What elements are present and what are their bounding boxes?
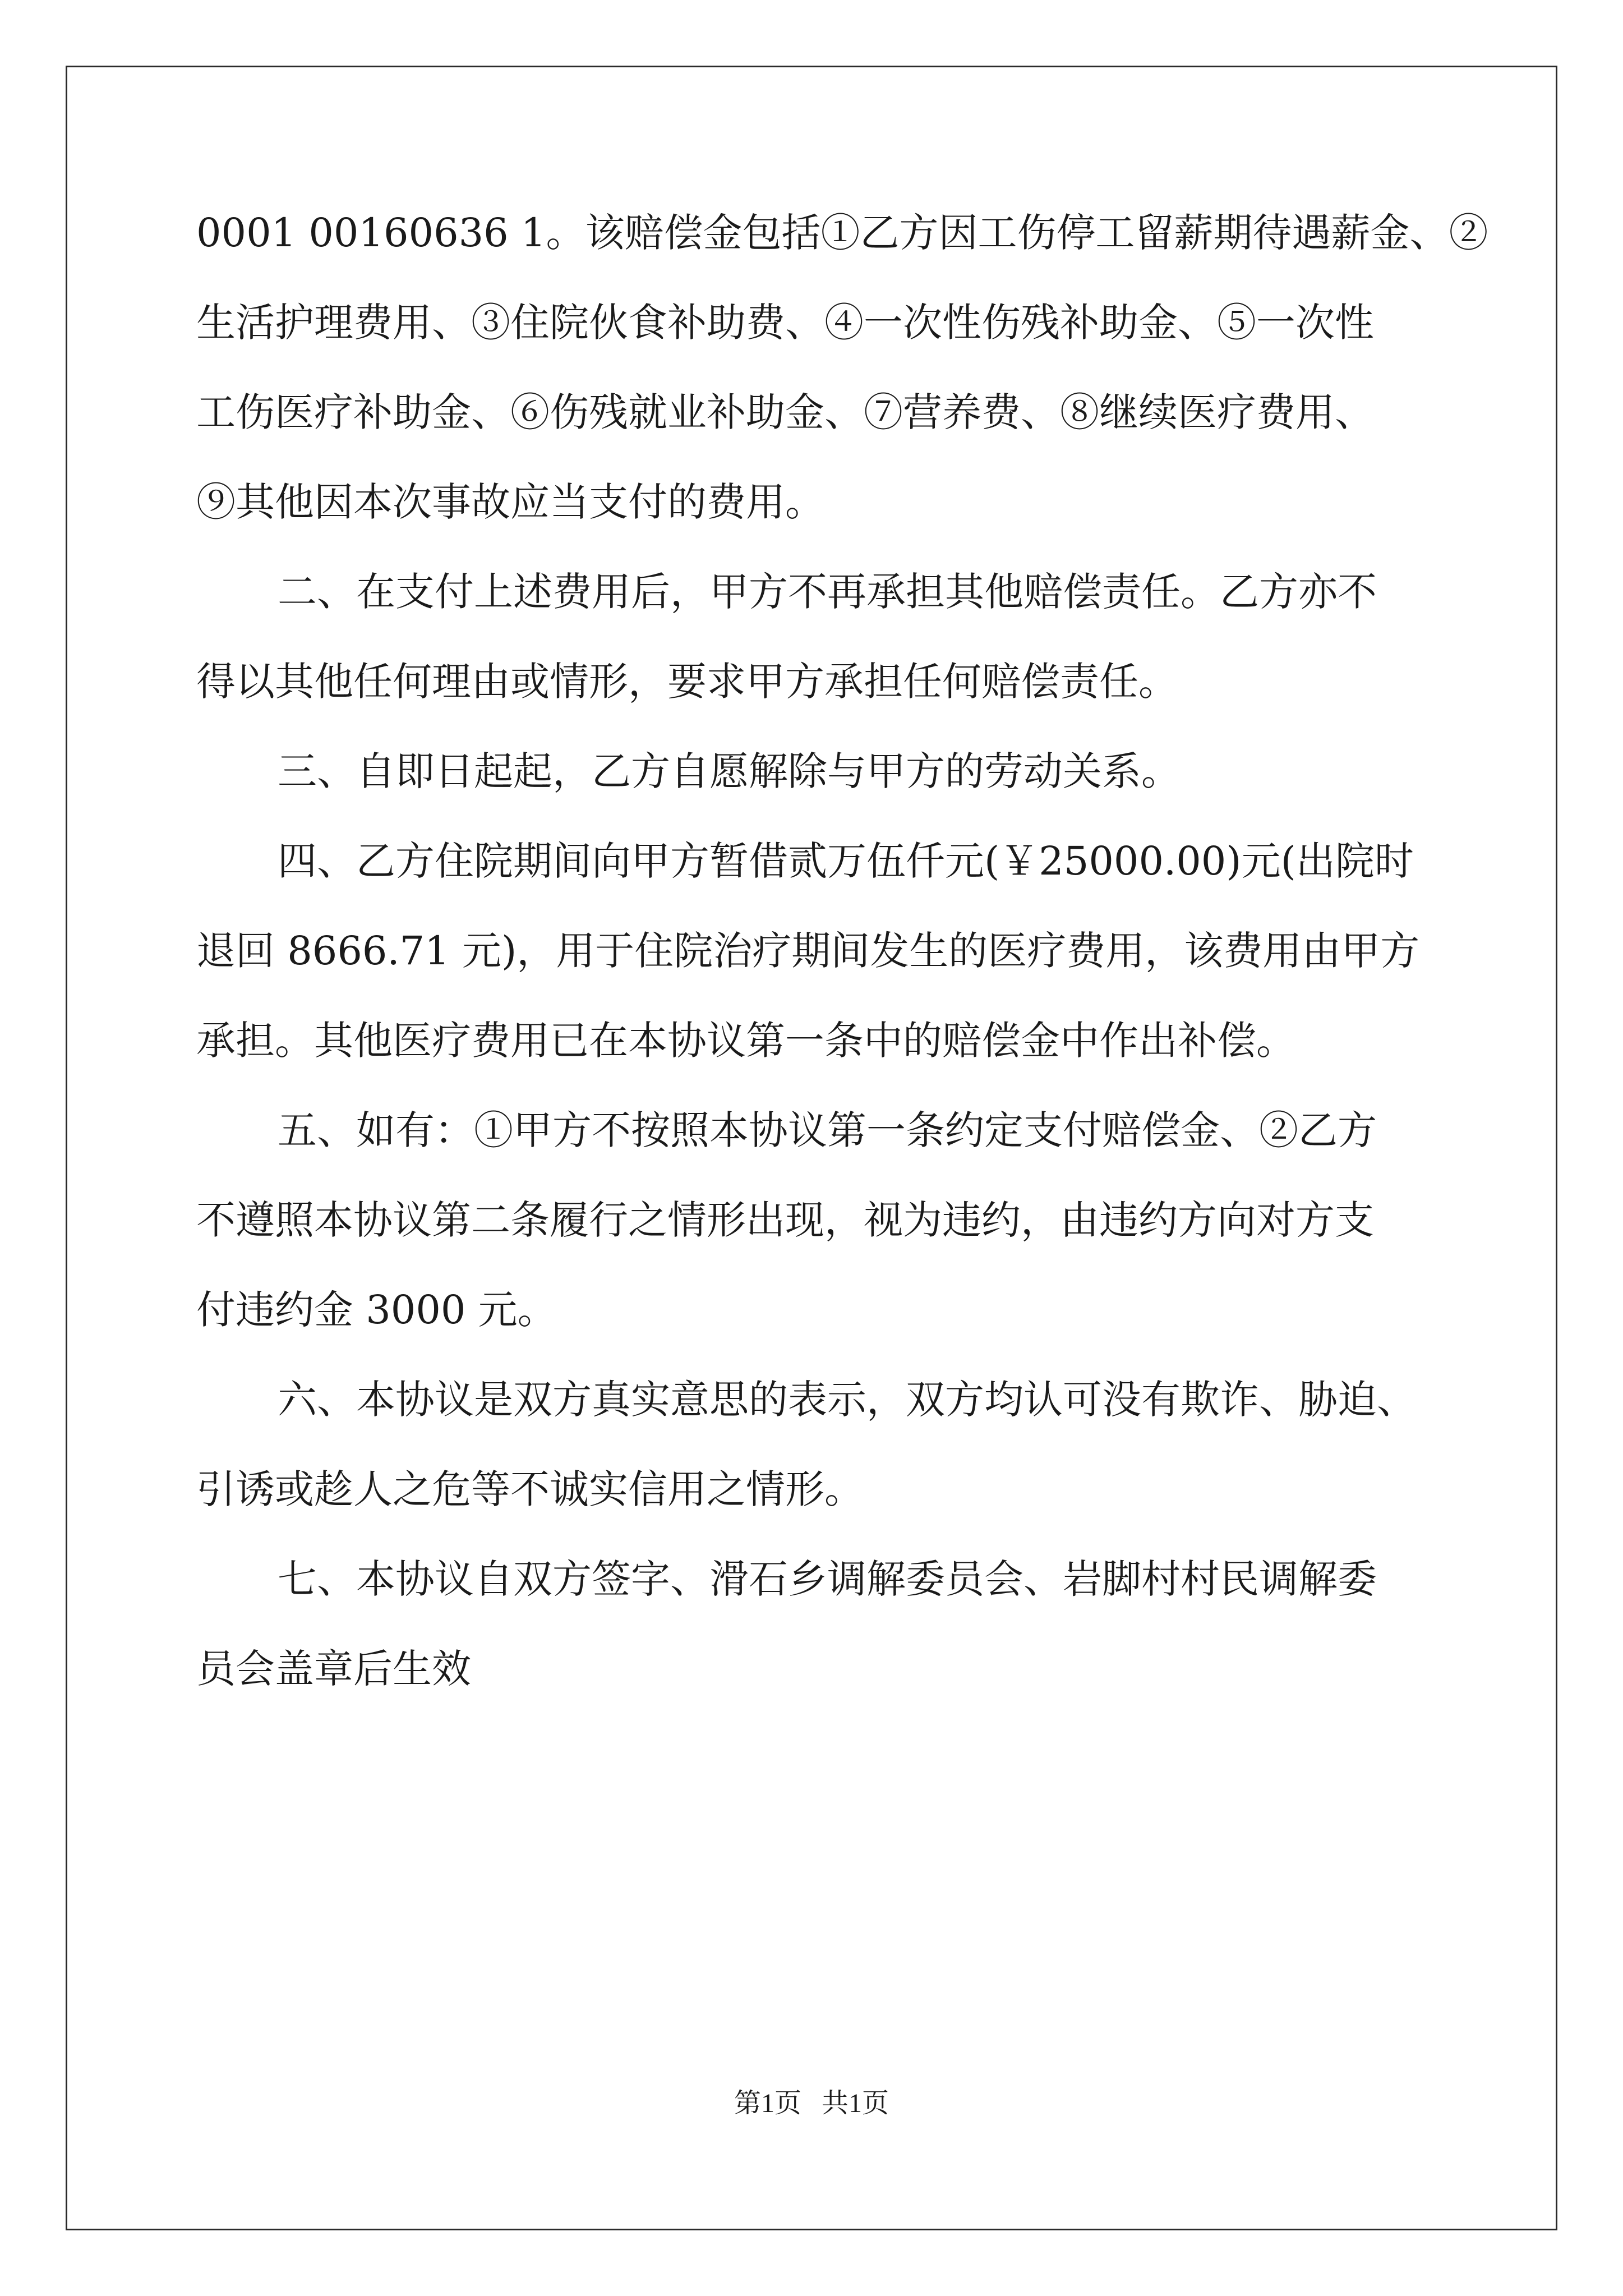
text-line: 五、如有：①甲方不按照本协议第一条约定支付赔偿金、②乙方 (278, 1107, 1377, 1153)
text-line: 付违约金 3000 元。 (196, 1287, 557, 1333)
text-line: 七、本协议自双方签字、滑石乡调解委员会、岩脚村村民调解委 (278, 1556, 1377, 1602)
text-line: 工伤医疗补助金、⑥伤残就业补助金、⑦营养费、⑧继续医疗费用、 (196, 389, 1374, 435)
text-line: 员会盖章后生效 (196, 1646, 471, 1692)
text-line: 退回 8666.71 元)，用于住院治疗期间发生的医疗费用，该费用由甲方 (196, 928, 1420, 974)
text-line: 四、乙方住院期间向甲方暂借贰万伍仟元(￥25000.00)元(出院时 (278, 838, 1414, 884)
text-line: 三、自即日起起，乙方自愿解除与甲方的劳动关系。 (278, 748, 1181, 794)
text-line: 六、本协议是双方真实意思的表示，双方均认可没有欺诈、胁迫、 (278, 1377, 1416, 1423)
page-footer (0, 2087, 1623, 2120)
text-line: 不遵照本协议第二条履行之情形出现，视为违约，由违约方向对方支 (196, 1197, 1374, 1243)
text-line: 0001 00160636 1。该赔偿金包括①乙方因工伤停工留薪期待遇薪金、② (196, 210, 1488, 256)
text-line: 生活护理费用、③住院伙食补助费、④一次性伤残补助金、⑤一次性 (196, 300, 1374, 346)
page-number-current: 第1页 (734, 2088, 801, 2118)
text-line: 承担。其他医疗费用已在本协议第一条中的赔偿金中作出补偿。 (196, 1018, 1295, 1064)
text-line: 得以其他任何理由或情形，要求甲方承担任何赔偿责任。 (196, 659, 1178, 705)
page-number-total: 共1页 (822, 2088, 889, 2118)
text-line: ⑨其他因本次事故应当支付的费用。 (196, 479, 824, 525)
text-line: 引诱或趁人之危等不诚实信用之情形。 (196, 1466, 864, 1512)
text-line: 二、在支付上述费用后，甲方不再承担其他赔偿责任。乙方亦不 (278, 569, 1377, 615)
